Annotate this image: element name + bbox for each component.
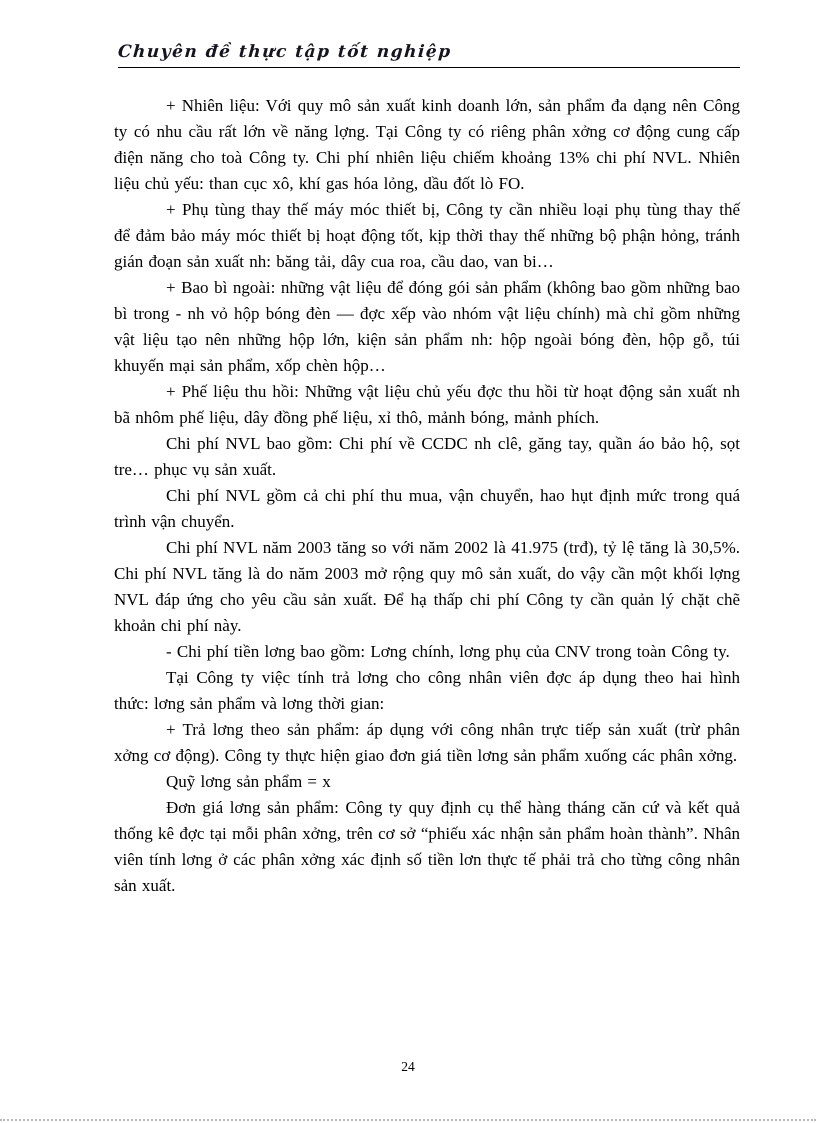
page-number: 24 xyxy=(401,1059,415,1074)
paragraph: + Nhiên liệu: Với quy mô sản xuất kinh doanh lớn, sản phẩm đa dạng nên Công ty có nhu cầu rất lớn về năng lợng. Tại Công ty có riêng phân xởng cơ động cung cấp điện năng cho toà Công ty. Chi phí nhiên liệu chiếm khoảng 13% chi phí NVL. Nhiên liệu chủ yếu: than cục xô, khí gas hóa lỏng, dầu đốt lò FO. xyxy=(114,96,740,193)
paragraph: + Trả lơng theo sản phẩm: áp dụng với công nhân trực tiếp sản xuất (trừ phân xởng cơ động). Công ty thực hiện giao đơn giá tiền lơng sản phẩm xuống các phân xởng. xyxy=(114,720,740,765)
paragraph: Tại Công ty việc tính trả lơng cho công nhân viên đợc áp dụng theo hai hình thức: lơng sản phẩm và lơng thời gian: xyxy=(114,668,740,713)
paragraph: + Bao bì ngoài: những vật liệu để đóng gói sản phẩm (không bao gồm những bao bì trong - nh vỏ hộp bóng đèn — đợc xếp vào nhóm vật liệu chính) mà chỉ gồm những vật liệu tạo nên những hộp lớn, kiện sản phẩm nh: hộp ngoài bóng đèn, hộp gỗ, túi khuyến mại sản phẩm, xốp chèn hộp… xyxy=(114,278,740,375)
paragraph: Quỹ lơng sản phẩm = x xyxy=(166,772,331,791)
paragraph: + Phụ tùng thay thế máy móc thiết bị, Công ty cần nhiều loại phụ tùng thay thế để đảm bảo máy móc thiết bị hoạt động tốt, kịp thời thay thế những bộ phận hỏng, tránh gián đoạn sản xuất nh: băng tải, dây cua roa, cầu dao, van bi… xyxy=(114,200,740,271)
paragraph: Chi phí NVL bao gồm: Chi phí về CCDC nh clê, găng tay, quần áo bảo hộ, sọt tre… phục vụ sản xuất. xyxy=(114,434,740,479)
page-footer xyxy=(0,1059,816,1075)
document-body xyxy=(114,93,740,899)
paragraph: Đơn giá lơng sản phẩm: Công ty quy định cụ thể hàng tháng căn cứ và kết quả thống kê đợc tại mỗi phân xởng, trên cơ sở “phiếu xác nhận sản phẩm hoàn thành”. Nhân viên tính lơng ở các phân xởng xác định số tiền lơn thực tế phải trả cho từng công nhân sản xuất. xyxy=(114,798,740,895)
paragraph: - Chi phí tiền lơng bao gồm: Lơng chính, lơng phụ của CNV trong toàn Công ty. xyxy=(166,642,730,661)
page-header xyxy=(118,42,740,68)
paragraph: Chi phí NVL gồm cả chi phí thu mua, vận chuyển, hao hụt định mức trong quá trình vận chuyển. xyxy=(114,486,740,531)
paragraph: Chi phí NVL năm 2003 tăng so với năm 2002 là 41.975 (trđ), tỷ lệ tăng là 30,5%. Chi phí NVL tăng là do năm 2003 mở rộng quy mô sản xuất, do vậy cần một khối lợng NVL đáp ứng cho yêu cầu sản xuất. Để hạ thấp chi phí Công ty cần quản lý chặt chẽ khoản chi phí này. xyxy=(114,538,740,635)
header-title: Chuyên đề thực tập tốt nghiệp xyxy=(117,42,453,62)
page-bottom-edge xyxy=(0,1119,816,1121)
paragraph: + Phế liệu thu hồi: Những vật liệu chủ yếu đợc thu hồi từ hoạt động sản xuất nh bã nhôm phế liệu, dây đồng phế liệu, xỉ thô, mảnh bóng, mảnh phích. xyxy=(114,382,740,427)
